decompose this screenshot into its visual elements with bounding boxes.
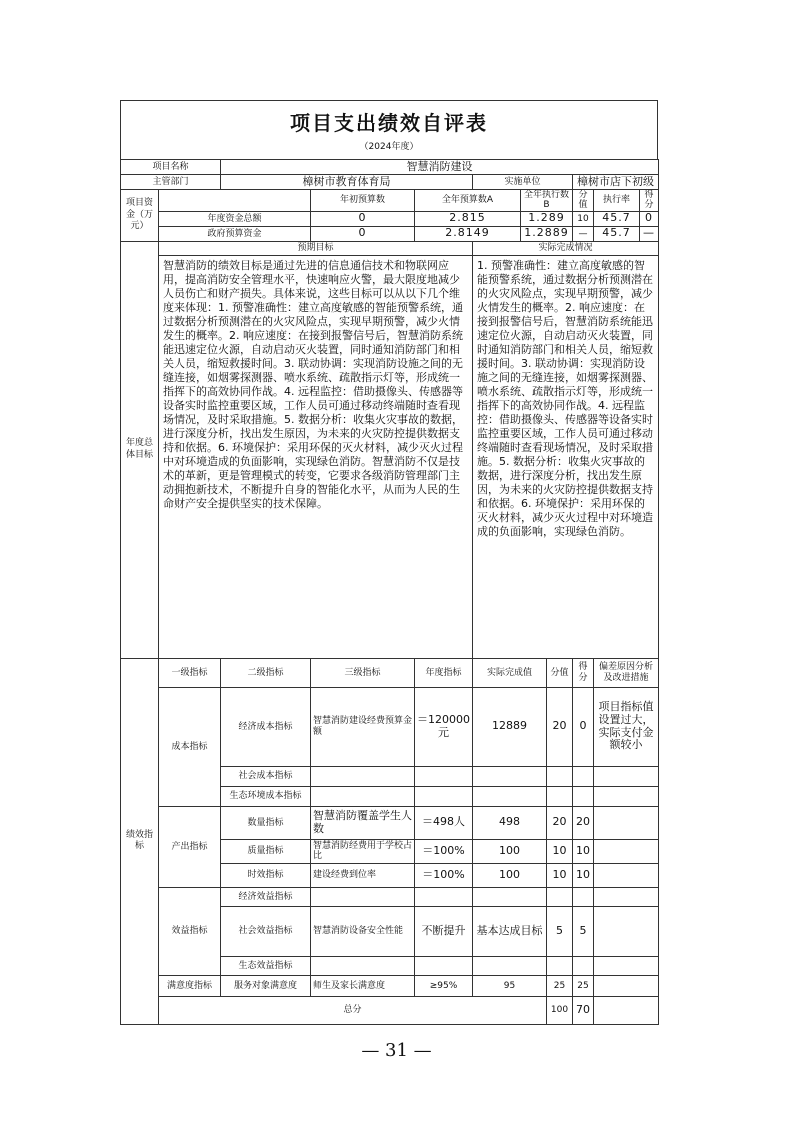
level1-header: 一级指标 [159,658,221,687]
satisfaction-group-label: 满意度指标 [159,975,221,996]
expected-goal-header: 预期目标 [159,241,473,255]
actual-cell: 498 [473,806,547,839]
funds-executed: 1.2889 [521,226,573,241]
level2-cell: 社会效益指标 [221,906,311,956]
level2-cell: 时效指标 [221,863,311,887]
unit-value: 樟树市店下初级 [573,175,659,190]
level3-header: 三级指标 [311,658,415,687]
funds-rate: 45.7 [594,211,640,226]
department-row [121,175,659,190]
cost-group-label: 成本指标 [159,687,221,806]
level3-cell: 智慧消防覆盖学生人数 [311,806,415,839]
target-cell: ＝120000元 [415,687,473,766]
funds-initial: 0 [311,226,415,241]
form-header [120,100,658,159]
level2-cell: 生态效益指标 [221,956,311,975]
value-cell: 20 [547,687,573,766]
indicator-row [121,687,659,766]
actual-result-header: 实际完成情况 [473,241,659,255]
funds-score-value: — [573,226,594,241]
indicator-row [121,975,659,996]
performance-section-label: 绩效指标 [121,658,159,1024]
actual-cell: 12889 [473,687,547,766]
indicator-row [121,887,659,906]
goals-section-label: 年度总体目标 [121,241,159,658]
project-name-label: 项目名称 [121,160,221,175]
score-cell: 0 [573,687,594,766]
output-group-label: 产出指标 [159,806,221,887]
total-score: 70 [573,996,594,1024]
project-name-value: 智慧消防建设 [221,160,659,175]
level2-cell: 生态环境成本指标 [221,786,311,806]
page-number: — 31 — [361,1040,432,1061]
funds-header: 全年执行数B [521,190,573,212]
target-cell: 不断提升 [415,906,473,956]
funds-section-label: 项目资金（万元） [121,190,159,242]
target-cell: ＝100% [415,839,473,863]
value-cell: 10 [547,839,573,863]
level2-cell: 数量指标 [221,806,311,839]
funds-header: 分值 [573,190,594,212]
score-cell: 10 [573,863,594,887]
level3-cell: 智慧消防设备安全性能 [311,906,415,956]
funds-score-value: 10 [573,211,594,226]
indicator-row [121,806,659,839]
level3-cell: 建设经费到位率 [311,863,415,887]
level2-cell: 经济成本指标 [221,687,311,766]
funds-annual: 2.815 [415,211,521,226]
funds-rate: 45.7 [594,226,640,241]
form-title: 项目支出绩效自评表 [290,111,488,135]
actual-result-text: 1. 预警准确性：建立高度敏感的智能预警系统，通过数据分析预测潜在的火灾风险点，实现早期预警，减少火情发生的概率。2. 响应速度：在接到报警信号后，智慧消防系统能迅速定位火源，自动启动灭火装置，同时通知消防部门和相关人员，缩短救援时间。3. 联动协调：实现消防设施之间的无缝连接，如烟雾探测器、喷水系统、疏散指示灯等，形成统一指挥下的高效协同作战。4. 远程监控：借助摄像头、传感器等设备实时监控重要区域，工作人员可通过移动终端随时查看现场情况，及时采取措施。5. 数据分析：收集火灾事故的数据，进行深度分析，找出发生原因，为未来的火灾防控提供数据支持和依据。6. 环境保护：采用环保的灭火材料，减少灭火过程中对环境造成的负面影响，实现绿色消防。 [473,255,659,658]
funds-header: 全年预算数A [415,190,521,212]
indicator-header-row [121,658,659,687]
target-header: 年度指标 [415,658,473,687]
funds-score: 0 [640,211,659,226]
funds-total-row [121,211,659,226]
evaluation-table [120,159,659,1025]
score-cell: 10 [573,839,594,863]
level2-cell: 社会成本指标 [221,766,311,786]
value-header: 分值 [547,658,573,687]
score-cell: 20 [573,806,594,839]
funds-header: 年初预算数 [311,190,415,212]
level2-header: 二级指标 [221,658,311,687]
expected-goal-text: 智慧消防的绩效目标是通过先进的信息通信技术和物联网应用，提高消防安全管理水平，快速响应火警，最大限度地减少人员伤亡和财产损失。具体来说，这些目标可以从以下几个维度来体现：1. 预警准确性：建立高度敏感的智能预警系统，通过数据分析预测潜在的火灾风险点，实现早期预警，减少火情发生的概率。2. 响应速度：在接到报警信号后，智慧消防系统能迅速定位火源，自动启动灭火装置，同时通知消防部门和相关人员，缩短救援时间。3. 联动协调：实现消防设施之间的无缝连接，如烟雾探测器、喷水系统、疏散指示灯等，形成统一指挥下的高效协同作战。4. 远程监控：借助摄像头、传感器等设备实时监控重要区域，工作人员可通过移动终端随时查看现场情况，及时采取措施。5. 数据分析：收集火灾事故的数据，进行深度分析，找出发生原因，为未来的火灾防控提供数据支持和依据。6. 环境保护：采用环保的灭火材料，减少灭火过程中对环境造成的负面影响，实现绿色消防。智慧消防不仅是技术的革新，更是管理模式的转变，它要求各级消防管理部门主动拥抱新技术，不断提升自身的智能化水平，从而为人民的生命财产安全提供坚实的技术保障。 [159,255,473,658]
level2-cell: 质量指标 [221,839,311,863]
value-cell: 10 [547,863,573,887]
level2-cell: 经济效益指标 [221,887,311,906]
funds-score: — [640,226,659,241]
target-cell: ＝100% [415,863,473,887]
project-name-row [121,160,659,175]
funds-gov-row [121,226,659,241]
value-cell: 25 [547,975,573,996]
department-value: 樟树市教育体育局 [221,175,473,190]
goals-header-row [121,241,659,255]
target-cell: ≥95% [415,975,473,996]
funds-header: 执行率 [594,190,640,212]
funds-annual: 2.8149 [415,226,521,241]
value-cell: 20 [547,806,573,839]
funds-row-label: 政府预算资金 [159,226,311,241]
form-year: （2024年度） [359,142,419,152]
actual-cell: 95 [473,975,547,996]
funds-executed: 1.289 [521,211,573,226]
funds-header-row [121,190,659,212]
level3-cell: 师生及家长满意度 [311,975,415,996]
score-header: 得分 [573,658,594,687]
funds-initial: 0 [311,211,415,226]
actual-header: 实际完成值 [473,658,547,687]
benefit-group-label: 效益指标 [159,887,221,975]
level2-cell: 服务对象满意度 [221,975,311,996]
total-label: 总分 [159,996,547,1024]
reason-cell: 项目指标值设置过大，实际支付金额较小 [594,687,659,766]
reason-header: 偏差原因分析及改进措施 [594,658,659,687]
total-row [121,996,659,1024]
value-cell: 5 [547,906,573,956]
score-cell: 5 [573,906,594,956]
score-cell: 25 [573,975,594,996]
goals-content-row [121,255,659,658]
funds-row-label: 年度资金总额 [159,211,311,226]
unit-label: 实施单位 [473,175,573,190]
actual-cell: 100 [473,863,547,887]
total-value: 100 [547,996,573,1024]
department-label: 主管部门 [121,175,221,190]
level3-cell: 智慧消防经费用于学校占比 [311,839,415,863]
level3-cell: 智慧消防建设经费预算金额 [311,687,415,766]
actual-cell: 100 [473,839,547,863]
actual-cell: 基本达成目标 [473,906,547,956]
evaluation-form [120,100,658,1025]
funds-header: 得分 [640,190,659,212]
target-cell: ＝498人 [415,806,473,839]
